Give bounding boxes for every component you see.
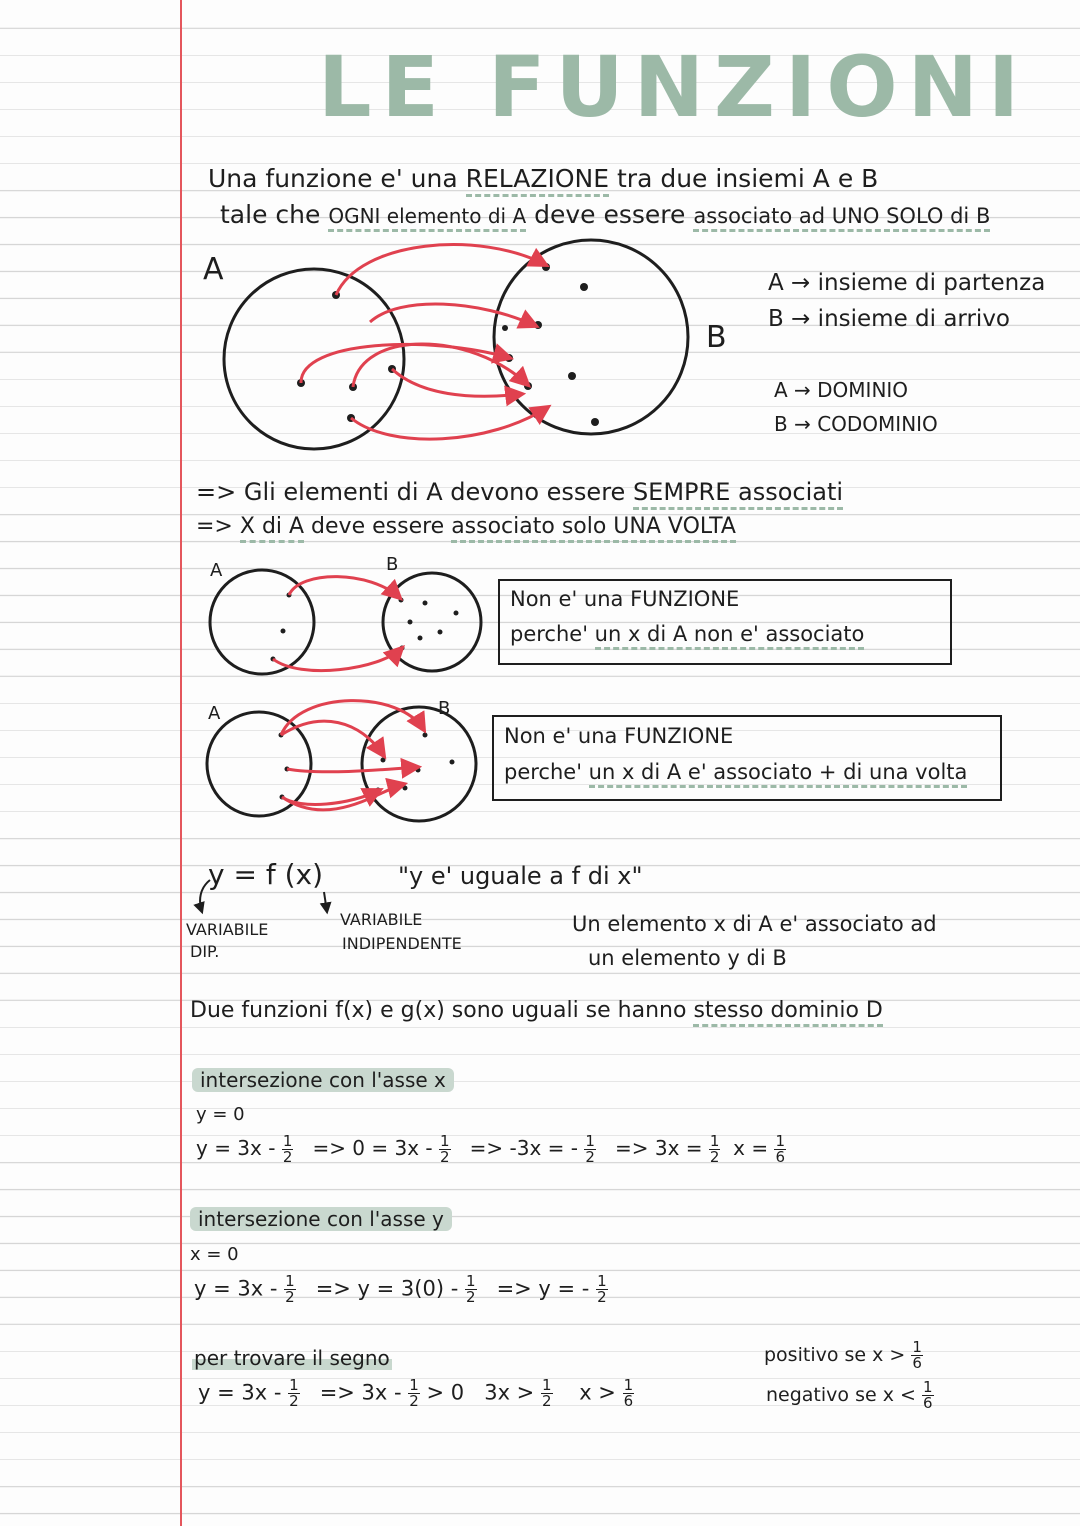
example2-label-b: B (438, 698, 451, 719)
fraction: $\frac{1}{2}$ (709, 1132, 720, 1166)
definition-text: tale che (220, 200, 329, 229)
function-formula: y = f (x) (208, 858, 324, 891)
y-intersection-work (194, 1274, 608, 1305)
example1-label-b: B (386, 554, 399, 575)
fraction: $\frac{1}{2}$ (597, 1272, 607, 1306)
var-dip-abbrev: DIP. (190, 942, 220, 961)
sign-negative (766, 1380, 934, 1411)
heading-text: per trovare il segno (194, 1346, 390, 1370)
box-text: perche' (504, 760, 589, 784)
step: y = 3x - (198, 1380, 282, 1405)
page-title: LE FUNZIONI (318, 38, 1030, 136)
sign-positive (764, 1340, 923, 1371)
example2-box-line-1: Non e' una FUNZIONE (504, 724, 734, 748)
fraction: $\frac{1}{2}$ (289, 1376, 299, 1410)
step: => 0 = 3x - (312, 1136, 433, 1160)
fraction: $\frac{1}{2}$ (282, 1132, 293, 1166)
var-indip-label: VARIABILE (340, 910, 423, 929)
stesso-dominio: stesso dominio D (693, 998, 882, 1027)
sign-text: negativo se x < (766, 1384, 916, 1406)
fraction: $\frac{1}{2}$ (285, 1272, 295, 1306)
fraction: $\frac{1}{6}$ (775, 1132, 786, 1166)
definition-text: Una funzione e' una (208, 164, 466, 193)
explain-line-1: Un elemento x di A e' associato ad (572, 912, 937, 936)
x-di-a-keyword: X di A (240, 514, 304, 543)
rule-text: => (196, 514, 240, 539)
uno-solo-keyword: associato ad UNO SOLO di B (693, 204, 990, 232)
fraction: $\frac{1}{6}$ (922, 1378, 933, 1412)
sign-text: positivo se x > (764, 1344, 906, 1366)
rule-text: deve essere (304, 514, 452, 539)
note-codominio: B → CODOMINIO (774, 412, 938, 436)
note-arrivo: B → insieme di arrivo (768, 306, 1011, 332)
note-dominio: A → DOMINIO (774, 378, 909, 402)
note-partenza: A → insieme di partenza (768, 270, 1046, 296)
step: => 3x - (319, 1380, 402, 1405)
step: => y = - (496, 1276, 590, 1301)
box-text: perche' (510, 622, 595, 646)
example2-label-a: A (208, 703, 221, 724)
step: x > (579, 1380, 616, 1405)
step: 3x > (484, 1380, 535, 1405)
relazione-keyword: RELAZIONE (466, 164, 609, 197)
step: y = 3x - (196, 1136, 276, 1160)
y-intersection-condition: x = 0 (190, 1244, 239, 1265)
sempre-keyword: SEMPRE associati (633, 478, 843, 510)
equal-functions (190, 998, 883, 1023)
x-intersection-heading (192, 1068, 454, 1092)
box-reason: un x di A e' associato + di una volta (589, 760, 968, 788)
step: y = 3x - (194, 1276, 278, 1301)
y-intersection-heading (190, 1207, 452, 1231)
definition-text: tra due insiemi A e B (609, 164, 879, 193)
sign-heading (192, 1346, 392, 1370)
explain-line-2: un elemento y di B (588, 946, 787, 970)
box-reason: un x di A non e' associato (595, 622, 865, 650)
definition-text: deve essere (526, 200, 694, 229)
step: > 0 (426, 1380, 465, 1405)
step: x = (733, 1136, 769, 1160)
set-b-label: B (706, 320, 727, 355)
sign-work (198, 1378, 634, 1409)
fraction: $\frac{1}{2}$ (541, 1376, 552, 1410)
example1-box-line-1: Non e' una FUNZIONE (510, 587, 740, 611)
var-indip-label-2: INDIPENDENTE (342, 934, 462, 953)
function-quote: "y e' uguale a f di x" (398, 862, 643, 890)
fraction: $\frac{1}{6}$ (912, 1338, 922, 1372)
fraction: $\frac{1}{6}$ (623, 1376, 634, 1410)
fraction: $\frac{1}{2}$ (465, 1272, 476, 1306)
fraction: $\frac{1}{2}$ (585, 1132, 595, 1166)
x-intersection-work (196, 1134, 786, 1165)
step: => 3x = (614, 1136, 703, 1160)
fraction: $\frac{1}{2}$ (409, 1376, 419, 1410)
rule-text: => Gli elementi di A devono essere (196, 478, 633, 506)
step: => y = 3(0) - (315, 1276, 459, 1301)
equal-text: Due funzioni f(x) e g(x) sono uguali se hanno (190, 998, 694, 1023)
example1-label-a: A (210, 560, 223, 581)
x-intersection-condition: y = 0 (196, 1104, 245, 1125)
heading-text: intersezione con l'asse x (192, 1068, 454, 1092)
una-volta-keyword: associato solo UNA VOLTA (451, 514, 736, 543)
var-dip-label: VARIABILE (186, 920, 269, 939)
heading-text: intersezione con l'asse y (190, 1207, 452, 1231)
ogni-elemento-keyword: OGNI elemento di A (328, 204, 526, 232)
fraction: $\frac{1}{2}$ (440, 1132, 450, 1166)
set-a-label: A (203, 252, 224, 287)
step: => -3x = - (469, 1136, 578, 1160)
